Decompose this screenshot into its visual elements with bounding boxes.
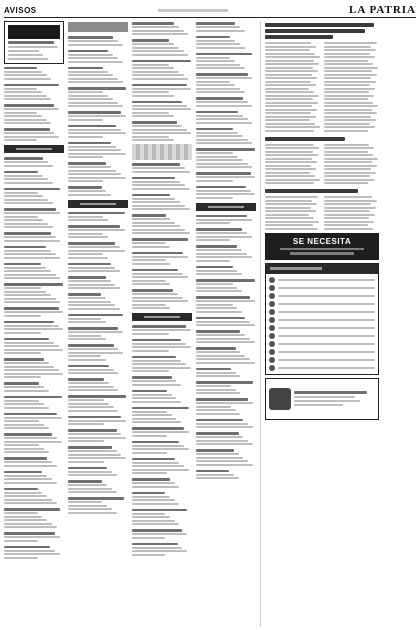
classified-ad — [132, 542, 192, 557]
zodiac-sign-icon — [269, 357, 275, 363]
classified-ad — [68, 86, 128, 108]
se-necesita-ad — [265, 233, 379, 260]
bottom-advertisement — [265, 378, 379, 420]
classified-ad — [132, 426, 192, 438]
zodiac-sign-icon — [269, 325, 275, 331]
classified-ad — [132, 288, 192, 310]
classified-ad — [132, 237, 192, 249]
zodiac-sign-icon — [269, 365, 275, 371]
classified-ad — [68, 479, 128, 494]
classified-ad — [4, 103, 64, 125]
classified-ad — [4, 487, 64, 506]
news-article-2-body — [265, 144, 379, 185]
boxed-display-ad — [4, 21, 64, 64]
classified-section-banner — [196, 203, 256, 211]
classified-ad — [68, 326, 128, 341]
se-necesita-label: SE NECESITA — [292, 236, 352, 246]
classified-ad — [68, 496, 128, 515]
news-article-3-body — [265, 196, 379, 230]
news-text-column — [265, 42, 321, 132]
classified-ad — [68, 124, 128, 139]
classified-ad — [132, 162, 192, 174]
horoscope-sign-row — [269, 333, 375, 339]
classified-ad — [196, 397, 256, 416]
horoscope-sign-row — [269, 293, 375, 299]
classified-ad — [196, 244, 256, 263]
classified-ad — [4, 456, 64, 468]
page-grid — [4, 21, 416, 627]
classified-ad — [196, 418, 256, 430]
classified-column-2 — [68, 21, 128, 627]
classified-ad — [4, 83, 64, 102]
classified-ad — [4, 127, 64, 142]
page-header — [4, 3, 416, 18]
classified-ad — [132, 477, 192, 489]
classified-ad — [4, 207, 64, 229]
classified-ad — [132, 389, 192, 404]
classified-ad — [4, 531, 64, 543]
zodiac-sign-icon — [269, 293, 275, 299]
classified-ad — [132, 375, 192, 387]
classified-ad — [196, 469, 256, 481]
classified-ad — [4, 306, 64, 318]
horoscope-sign-row — [269, 365, 375, 371]
classified-ad — [68, 394, 128, 413]
advertiser-logo — [269, 388, 291, 410]
classified-ad — [196, 21, 256, 33]
classified-ad — [68, 313, 128, 325]
classified-ad — [196, 52, 256, 71]
header-meta-placeholder — [45, 9, 341, 12]
classified-ad — [68, 364, 128, 376]
classified-ad — [196, 35, 256, 50]
classified-ad — [68, 377, 128, 392]
classified-ad — [196, 329, 256, 344]
classified-ad — [68, 161, 128, 183]
classified-ad — [4, 187, 64, 206]
classified-ad — [4, 282, 64, 304]
striped-display-ad — [132, 144, 192, 160]
classified-ad — [68, 185, 128, 197]
classified-ad — [132, 508, 192, 527]
classified-ad — [4, 156, 64, 168]
classified-ad — [196, 214, 256, 226]
classified-ad — [132, 324, 192, 336]
horoscope-sign-row — [269, 285, 375, 291]
classified-ad — [68, 211, 128, 223]
classified-ad — [68, 466, 128, 478]
classified-ad — [4, 262, 64, 281]
classified-ad — [68, 445, 128, 464]
classified-ad — [196, 127, 256, 146]
news-text-column — [324, 42, 380, 132]
classified-ad — [196, 346, 256, 365]
section-label: AVISOS — [4, 5, 37, 15]
classified-ad — [132, 355, 192, 374]
horoscope-sign-row — [269, 309, 375, 315]
classified-ad — [132, 38, 192, 57]
news-text-column — [265, 144, 321, 185]
classified-ad — [196, 448, 256, 467]
zodiac-sign-icon — [269, 349, 275, 355]
classified-section-banner — [4, 145, 64, 153]
section-banner-grey — [68, 22, 128, 32]
classified-ad — [4, 395, 64, 410]
zodiac-sign-icon — [269, 333, 275, 339]
news-headline-3 — [265, 187, 379, 193]
horoscope-sign-row — [269, 325, 375, 331]
classified-ad — [132, 268, 192, 287]
news-article-1-body — [265, 42, 379, 132]
classified-ad — [68, 224, 128, 239]
classified-ad — [196, 171, 256, 183]
classified-ad — [132, 406, 192, 425]
classified-ad — [196, 96, 256, 108]
classified-ad — [132, 457, 192, 476]
horoscope-sign-row — [269, 349, 375, 355]
classified-ad — [4, 231, 64, 243]
classified-ad — [4, 412, 64, 431]
news-text-column — [324, 144, 380, 185]
classified-ad — [196, 367, 256, 379]
classified-column-3 — [132, 21, 192, 627]
zodiac-sign-icon — [269, 301, 275, 307]
zodiac-sign-icon — [269, 309, 275, 315]
classified-ad — [132, 176, 192, 191]
zodiac-sign-icon — [269, 317, 275, 323]
classified-ad — [132, 59, 192, 81]
classified-ad — [68, 275, 128, 290]
classified-section-banner — [132, 313, 192, 321]
zodiac-sign-icon — [269, 277, 275, 283]
horoscope-sign-row — [269, 341, 375, 347]
classified-ad — [68, 110, 128, 122]
zodiac-sign-icon — [269, 285, 275, 291]
classified-ad — [4, 381, 64, 393]
masthead: LA PATRIA — [349, 4, 416, 16]
classified-ad — [132, 491, 192, 506]
horoscope-sign-row — [269, 317, 375, 323]
classified-ad — [196, 295, 256, 314]
classified-ad — [196, 316, 256, 328]
classified-ad — [196, 72, 256, 94]
classified-ad — [196, 147, 256, 169]
classified-ad — [4, 170, 64, 185]
classified-ad — [4, 66, 64, 81]
horoscope-sign-row — [269, 301, 375, 307]
news-headline-1 — [265, 21, 379, 39]
classified-ad — [4, 507, 64, 529]
zodiac-sign-icon — [269, 341, 275, 347]
horoscope-box — [265, 263, 379, 375]
classified-ad — [132, 528, 192, 540]
classified-ad — [68, 141, 128, 160]
classified-ad — [4, 320, 64, 335]
classified-ad — [68, 415, 128, 427]
horoscope-banner — [266, 264, 378, 274]
classified-ad — [196, 278, 256, 293]
classified-ad — [132, 83, 192, 98]
classified-ad — [132, 100, 192, 119]
classified-ad — [4, 545, 64, 560]
news-text-column — [265, 196, 321, 230]
classified-column-4 — [196, 21, 256, 627]
classified-ad — [68, 49, 128, 64]
classified-ad — [68, 241, 128, 260]
classified-column-1 — [4, 21, 64, 627]
classified-ad — [196, 185, 256, 200]
classified-ad — [196, 431, 256, 446]
classified-ad — [196, 265, 256, 277]
classified-ad — [132, 213, 192, 235]
classified-ad — [132, 440, 192, 455]
classified-ad — [132, 120, 192, 142]
classified-ad — [68, 343, 128, 362]
classified-ad — [132, 338, 192, 353]
classified-ad — [68, 292, 128, 311]
classified-section-banner — [68, 200, 128, 208]
classified-ad — [68, 428, 128, 443]
classified-ad — [132, 193, 192, 212]
classified-ad — [4, 357, 64, 379]
classified-ad — [68, 262, 128, 274]
classified-ad — [132, 21, 192, 36]
horoscope-sign-row — [269, 277, 375, 283]
classified-ad — [4, 470, 64, 485]
news-headline-2 — [265, 135, 379, 141]
classified-ad — [132, 251, 192, 266]
classified-ad — [68, 66, 128, 85]
classified-ad — [196, 110, 256, 125]
classified-ad — [196, 227, 256, 242]
classified-ad — [4, 337, 64, 356]
horoscope-signs — [266, 274, 378, 374]
news-text-column — [324, 196, 380, 230]
classified-ad — [4, 245, 64, 260]
classified-ad — [68, 35, 128, 47]
classified-ad — [4, 432, 64, 454]
horoscope-sign-row — [269, 357, 375, 363]
news-column — [260, 21, 379, 627]
classified-ad — [196, 380, 256, 395]
